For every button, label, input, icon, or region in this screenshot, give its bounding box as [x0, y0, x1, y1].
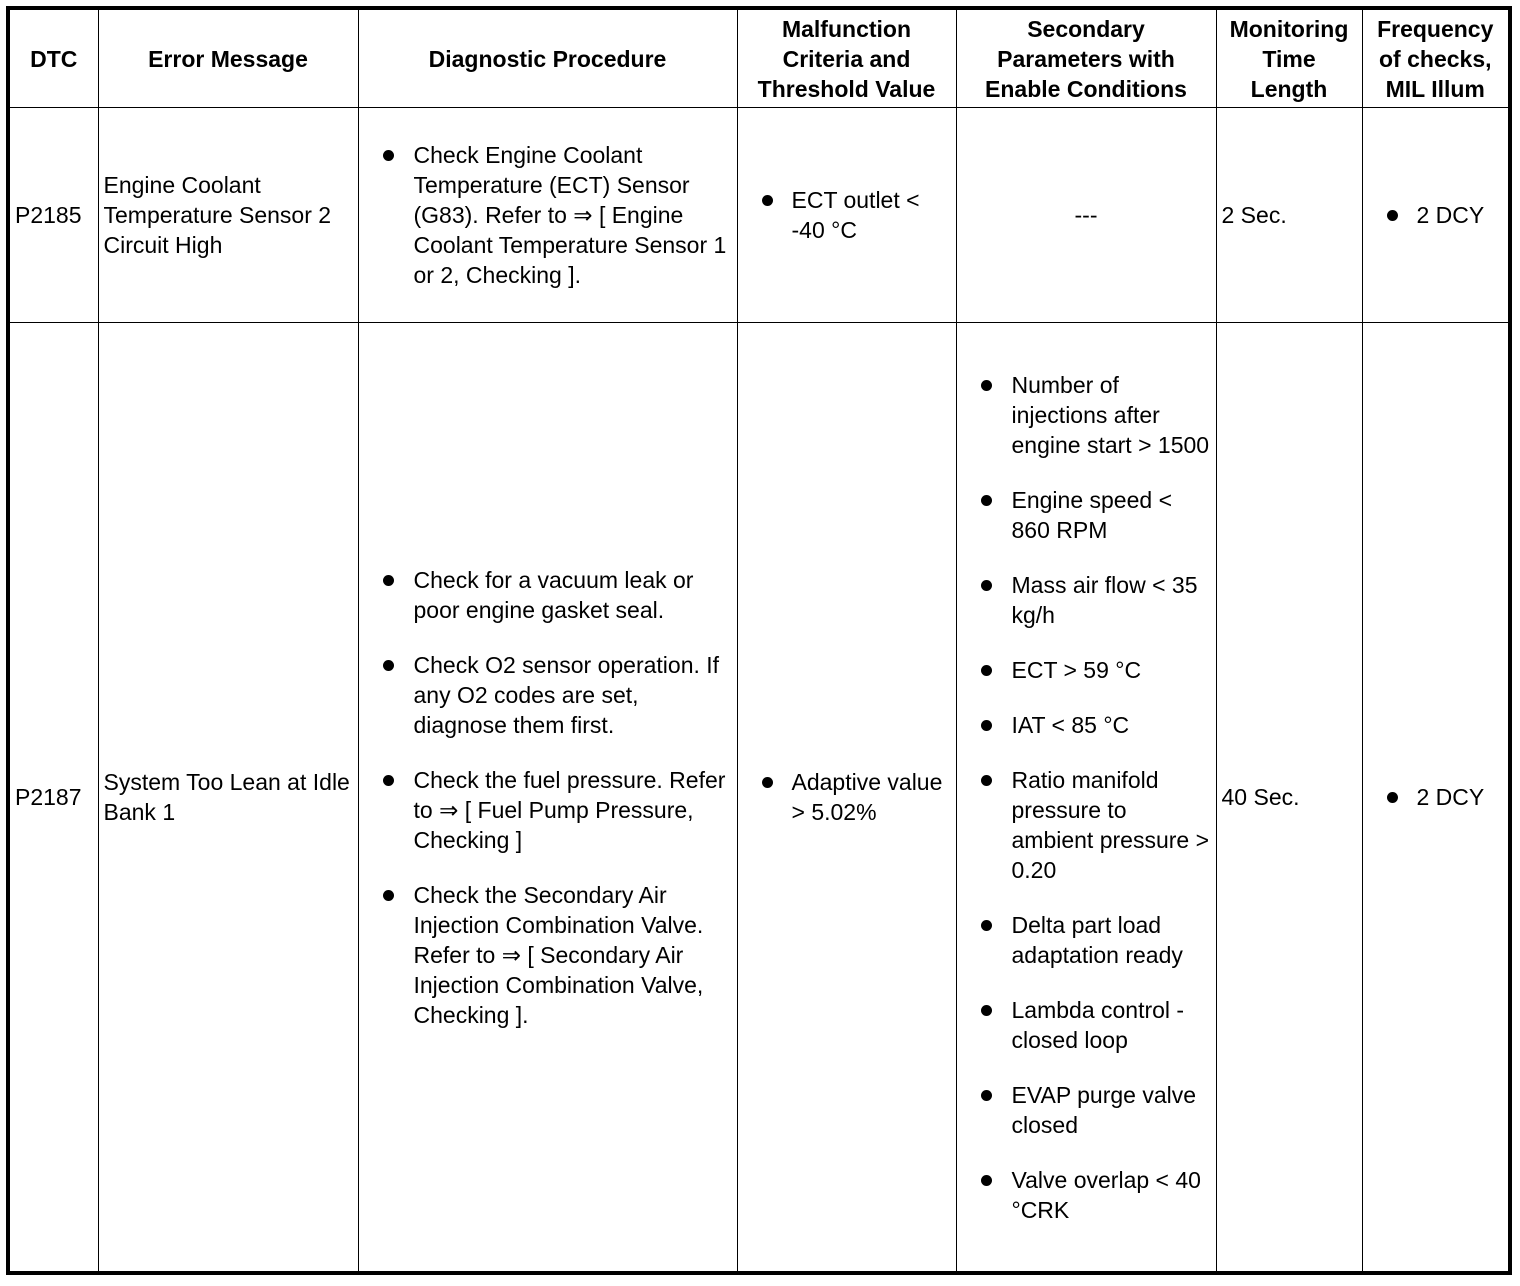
secondary-list: [957, 370, 1216, 1225]
dtc-code: P2187: [8, 323, 98, 1274]
list-item: Check the Secondary Air Injection Combination Valve. Refer to ⇒ [ Secondary Air Injection Combination Valve, Checking ].: [359, 880, 737, 1030]
frequency-list: [1363, 200, 1509, 230]
secondary-parameters: ---: [956, 108, 1216, 323]
error-message: Engine Coolant Temperature Sensor 2 Circuit High: [98, 108, 358, 323]
header-error-message: Error Message: [98, 8, 358, 108]
secondary-parameters: [956, 323, 1216, 1274]
procedure-list: [359, 565, 737, 1030]
list-item: IAT < 85 °C: [957, 710, 1216, 740]
header-monitoring-time: Monitoring Time Length: [1216, 8, 1362, 108]
list-item: ECT outlet < -40 °C: [738, 185, 956, 245]
dtc-code: P2185: [8, 108, 98, 323]
list-item: Check the fuel pressure. Refer to ⇒ [ Fuel Pump Pressure, Checking ]: [359, 765, 737, 855]
criteria-list: [738, 185, 956, 245]
header-secondary-parameters: Secondary Parameters with Enable Conditions: [956, 8, 1216, 108]
monitoring-time: 40 Sec.: [1216, 323, 1362, 1274]
malfunction-criteria: [737, 323, 956, 1274]
procedure-list: [359, 140, 737, 290]
list-item: Check for a vacuum leak or poor engine gasket seal.: [359, 565, 737, 625]
list-item: Adaptive value > 5.02%: [738, 767, 956, 827]
list-item: Check O2 sensor operation. If any O2 codes are set, diagnose them first.: [359, 650, 737, 740]
diagnostic-procedure: [358, 108, 737, 323]
dtc-table: [6, 6, 1512, 1275]
criteria-list: [738, 767, 956, 827]
malfunction-criteria: [737, 108, 956, 323]
list-item: 2 DCY: [1363, 200, 1509, 230]
list-item: Lambda control - closed loop: [957, 995, 1216, 1055]
header-row: [8, 8, 1510, 108]
monitoring-time: 2 Sec.: [1216, 108, 1362, 323]
list-item: Delta part load adaptation ready: [957, 910, 1216, 970]
list-item: 2 DCY: [1363, 782, 1509, 812]
header-malfunction-criteria: Malfunction Criteria and Threshold Value: [737, 8, 956, 108]
header-dtc: DTC: [8, 8, 98, 108]
list-item: ECT > 59 °C: [957, 655, 1216, 685]
header-diagnostic-procedure: Diagnostic Procedure: [358, 8, 737, 108]
list-item: Mass air flow < 35 kg/h: [957, 570, 1216, 630]
list-item: EVAP purge valve closed: [957, 1080, 1216, 1140]
error-message: System Too Lean at Idle Bank 1: [98, 323, 358, 1274]
frequency-list: [1363, 782, 1509, 812]
list-item: Valve overlap < 40 °CRK: [957, 1165, 1216, 1225]
header-frequency: Frequency of checks, MIL Illum: [1362, 8, 1510, 108]
frequency-checks: [1362, 323, 1510, 1274]
list-item: Engine speed < 860 RPM: [957, 485, 1216, 545]
list-item: Ratio manifold pressure to ambient pressure > 0.20: [957, 765, 1216, 885]
list-item: Check Engine Coolant Temperature (ECT) Sensor (G83). Refer to ⇒ [ Engine Coolant Temperature Sensor 1 or 2, Checking ].: [359, 140, 737, 290]
diagnostic-procedure: [358, 323, 737, 1274]
list-item: Number of injections after engine start > 1500: [957, 370, 1216, 460]
table-row: [8, 108, 1510, 323]
table-row: [8, 323, 1510, 1274]
frequency-checks: [1362, 108, 1510, 323]
